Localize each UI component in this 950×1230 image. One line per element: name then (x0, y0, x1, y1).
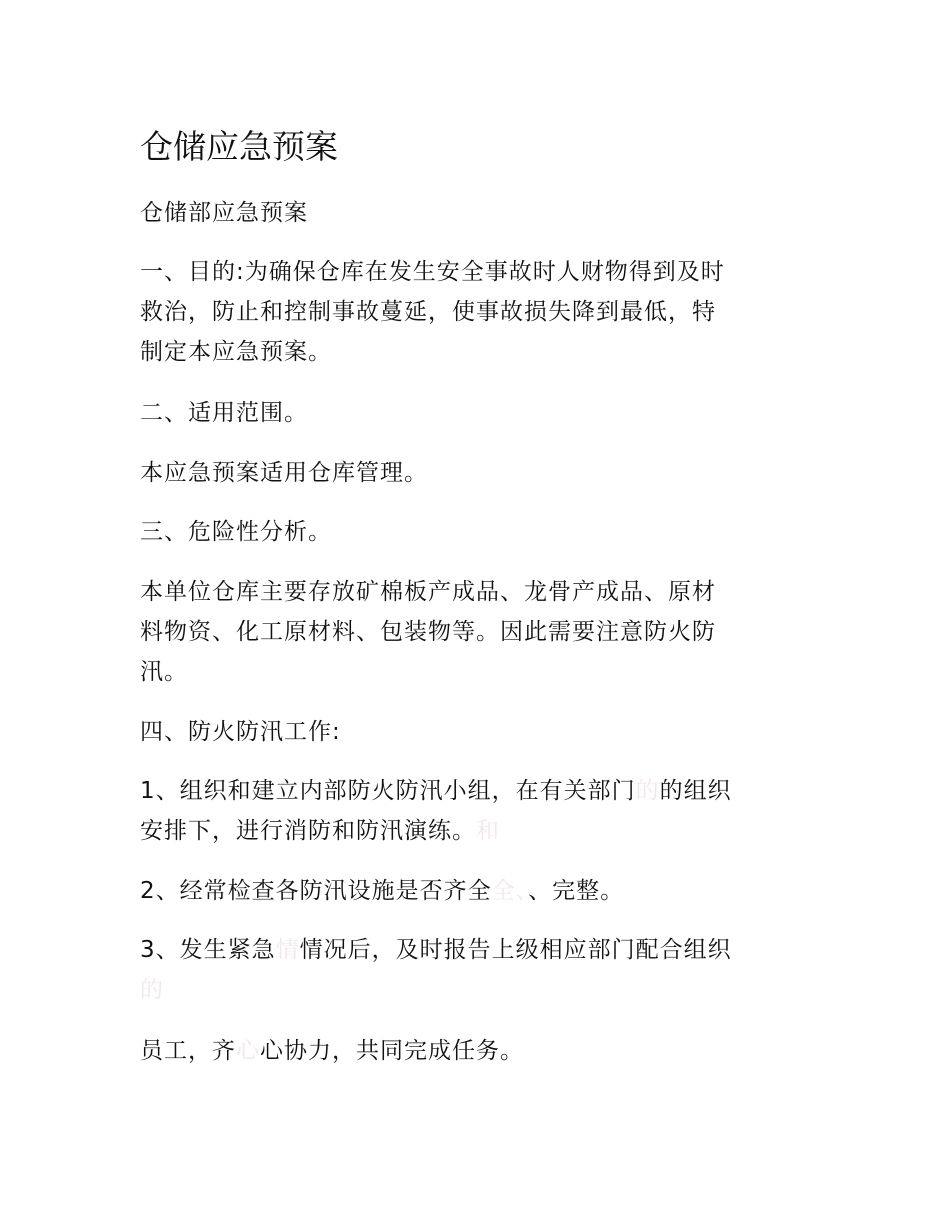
text-line: 汛。 (140, 659, 188, 685)
text-line: 一、目的:为确保仓库在发生安全事故时人财物得到及时 (140, 259, 725, 285)
text-segment: 3、发生紧急 (140, 937, 276, 963)
document-title: 仓储应急预案 (140, 127, 338, 166)
text-line (140, 970, 820, 1010)
text-line: 制定本应急预案。 (140, 339, 332, 365)
text-line (140, 871, 820, 911)
paragraph-scope (140, 453, 820, 493)
paragraph-work-heading (140, 712, 820, 752)
list-item-2 (140, 871, 820, 911)
list-item-3 (140, 930, 820, 1010)
text-line: 四、防火防汛工作: (140, 719, 341, 745)
paragraph-risk (140, 572, 820, 692)
text-line: 救治，防止和控制事故蔓延，使事故损失降到最低，特 (140, 299, 716, 325)
text-segment: 2、经常检查各防汛设施是否齐全 (140, 878, 492, 904)
text-line (140, 811, 820, 851)
paragraph-risk-heading (140, 512, 820, 552)
faint-watermark-text: 的 (635, 778, 660, 804)
text-line: 二、适用范围。 (140, 400, 308, 426)
text-segment: 安排下，进行消防和防汛演练。 (140, 818, 476, 844)
text-segment: 、完整。 (528, 878, 625, 904)
text-segment: 情况后，及时报告上级相应部门配合组织 (299, 937, 732, 963)
text-line (140, 1031, 820, 1071)
paragraph-scope-heading (140, 393, 820, 433)
faint-watermark-text: 全、 (491, 878, 529, 904)
faint-watermark-text: 和 (476, 818, 500, 844)
text-segment: 员工，齐 (140, 1038, 236, 1064)
list-item-4 (140, 1031, 820, 1071)
text-line: 仓储部应急预案 (140, 200, 308, 226)
text-line: 本应急预案适用仓库管理。 (140, 460, 428, 486)
text-segment: 的组织 (659, 778, 732, 804)
text-segment: 心协力，共同完成任务。 (260, 1038, 524, 1064)
text-line: 三、危险性分析。 (140, 519, 332, 545)
text-line (140, 930, 820, 970)
paragraph-subtitle (140, 193, 820, 233)
text-segment: 1、组织和建立内部防火防汛小组，在有关部门 (140, 778, 636, 804)
faint-watermark-text: 的 (140, 977, 164, 1003)
text-line: 本单位仓库主要存放矿棉板产成品、龙骨产成品、原材 (140, 579, 716, 605)
text-line (140, 771, 820, 811)
faint-watermark-text: 情 (275, 937, 300, 963)
paragraph-purpose (140, 252, 820, 372)
list-item-1 (140, 771, 820, 851)
text-line: 料物资、化工原材料、包装物等。因此需要注意防火防 (140, 619, 716, 645)
faint-watermark-text: 心 (236, 1038, 260, 1064)
